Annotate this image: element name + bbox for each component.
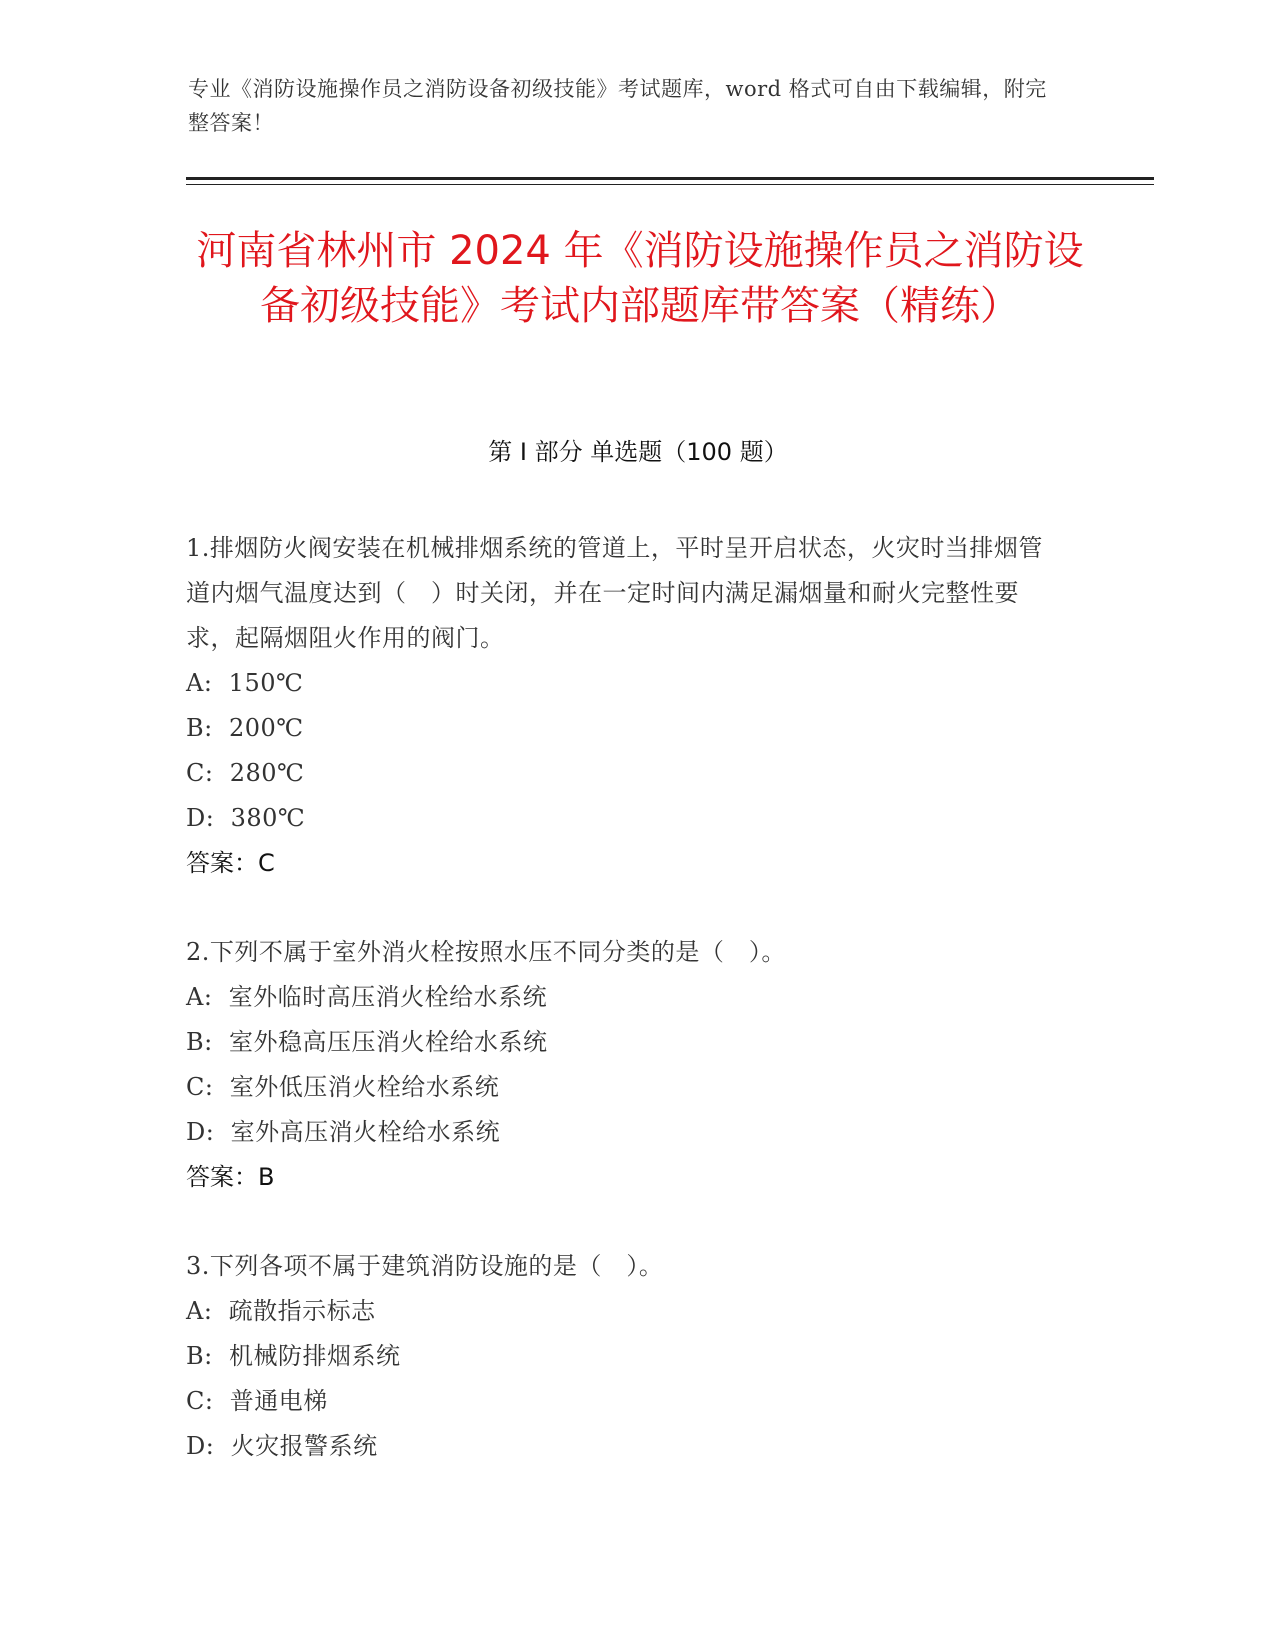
question-option: D: 火灾报警系统 — [186, 1432, 378, 1460]
header-note: 专业《消防设施操作员之消防设备初级技能》考试题库，word 格式可自由下载编辑，附完整答案！ — [188, 77, 1047, 135]
question-option: A: 室外临时高压消火栓给水系统 — [186, 983, 548, 1011]
question-option: B: 机械防排烟系统 — [186, 1342, 401, 1370]
question-answer: 答案：B — [186, 1163, 275, 1191]
question-option: D: 380℃ — [186, 804, 306, 832]
question-item — [186, 930, 1066, 1200]
question-option: B: 室外稳高压压消火栓给水系统 — [186, 1028, 548, 1056]
header-divider-thin — [186, 184, 1154, 185]
question-option: C: 室外低压消火栓给水系统 — [186, 1073, 500, 1101]
header-divider-thick — [186, 177, 1154, 180]
question-option: A: 疏散指示标志 — [186, 1297, 376, 1325]
question-item — [186, 526, 1066, 886]
question-stem: 3.下列各项不属于建筑消防设施的是（ ）。 — [186, 1252, 664, 1280]
section-title: 第 I 部分 单选题（100 题） — [488, 438, 788, 466]
question-option: D: 室外高压消火栓给水系统 — [186, 1118, 501, 1146]
question-list — [186, 526, 1066, 1513]
question-option: C: 280℃ — [186, 759, 305, 787]
document-title: 河南省林州市 2024 年《消防设施操作员之消防设备初级技能》考试内部题库带答案（精练） — [196, 228, 1084, 329]
question-option: A: 150℃ — [186, 669, 304, 697]
question-stem: 2.下列不属于室外消火栓按照水压不同分类的是（ ）。 — [186, 938, 786, 966]
question-option: C: 普通电梯 — [186, 1387, 328, 1415]
question-answer: 答案：C — [186, 849, 275, 877]
question-item — [186, 1244, 1066, 1469]
question-option: B: 200℃ — [186, 714, 304, 742]
question-stem: 1.排烟防火阀安装在机械排烟系统的管道上，平时呈开启状态，火灾时当排烟管道内烟气温度达到（ ）时关闭，并在一定时间内满足漏烟量和耐火完整性要求，起隔烟阻火作用的阀门。 — [186, 534, 1043, 652]
